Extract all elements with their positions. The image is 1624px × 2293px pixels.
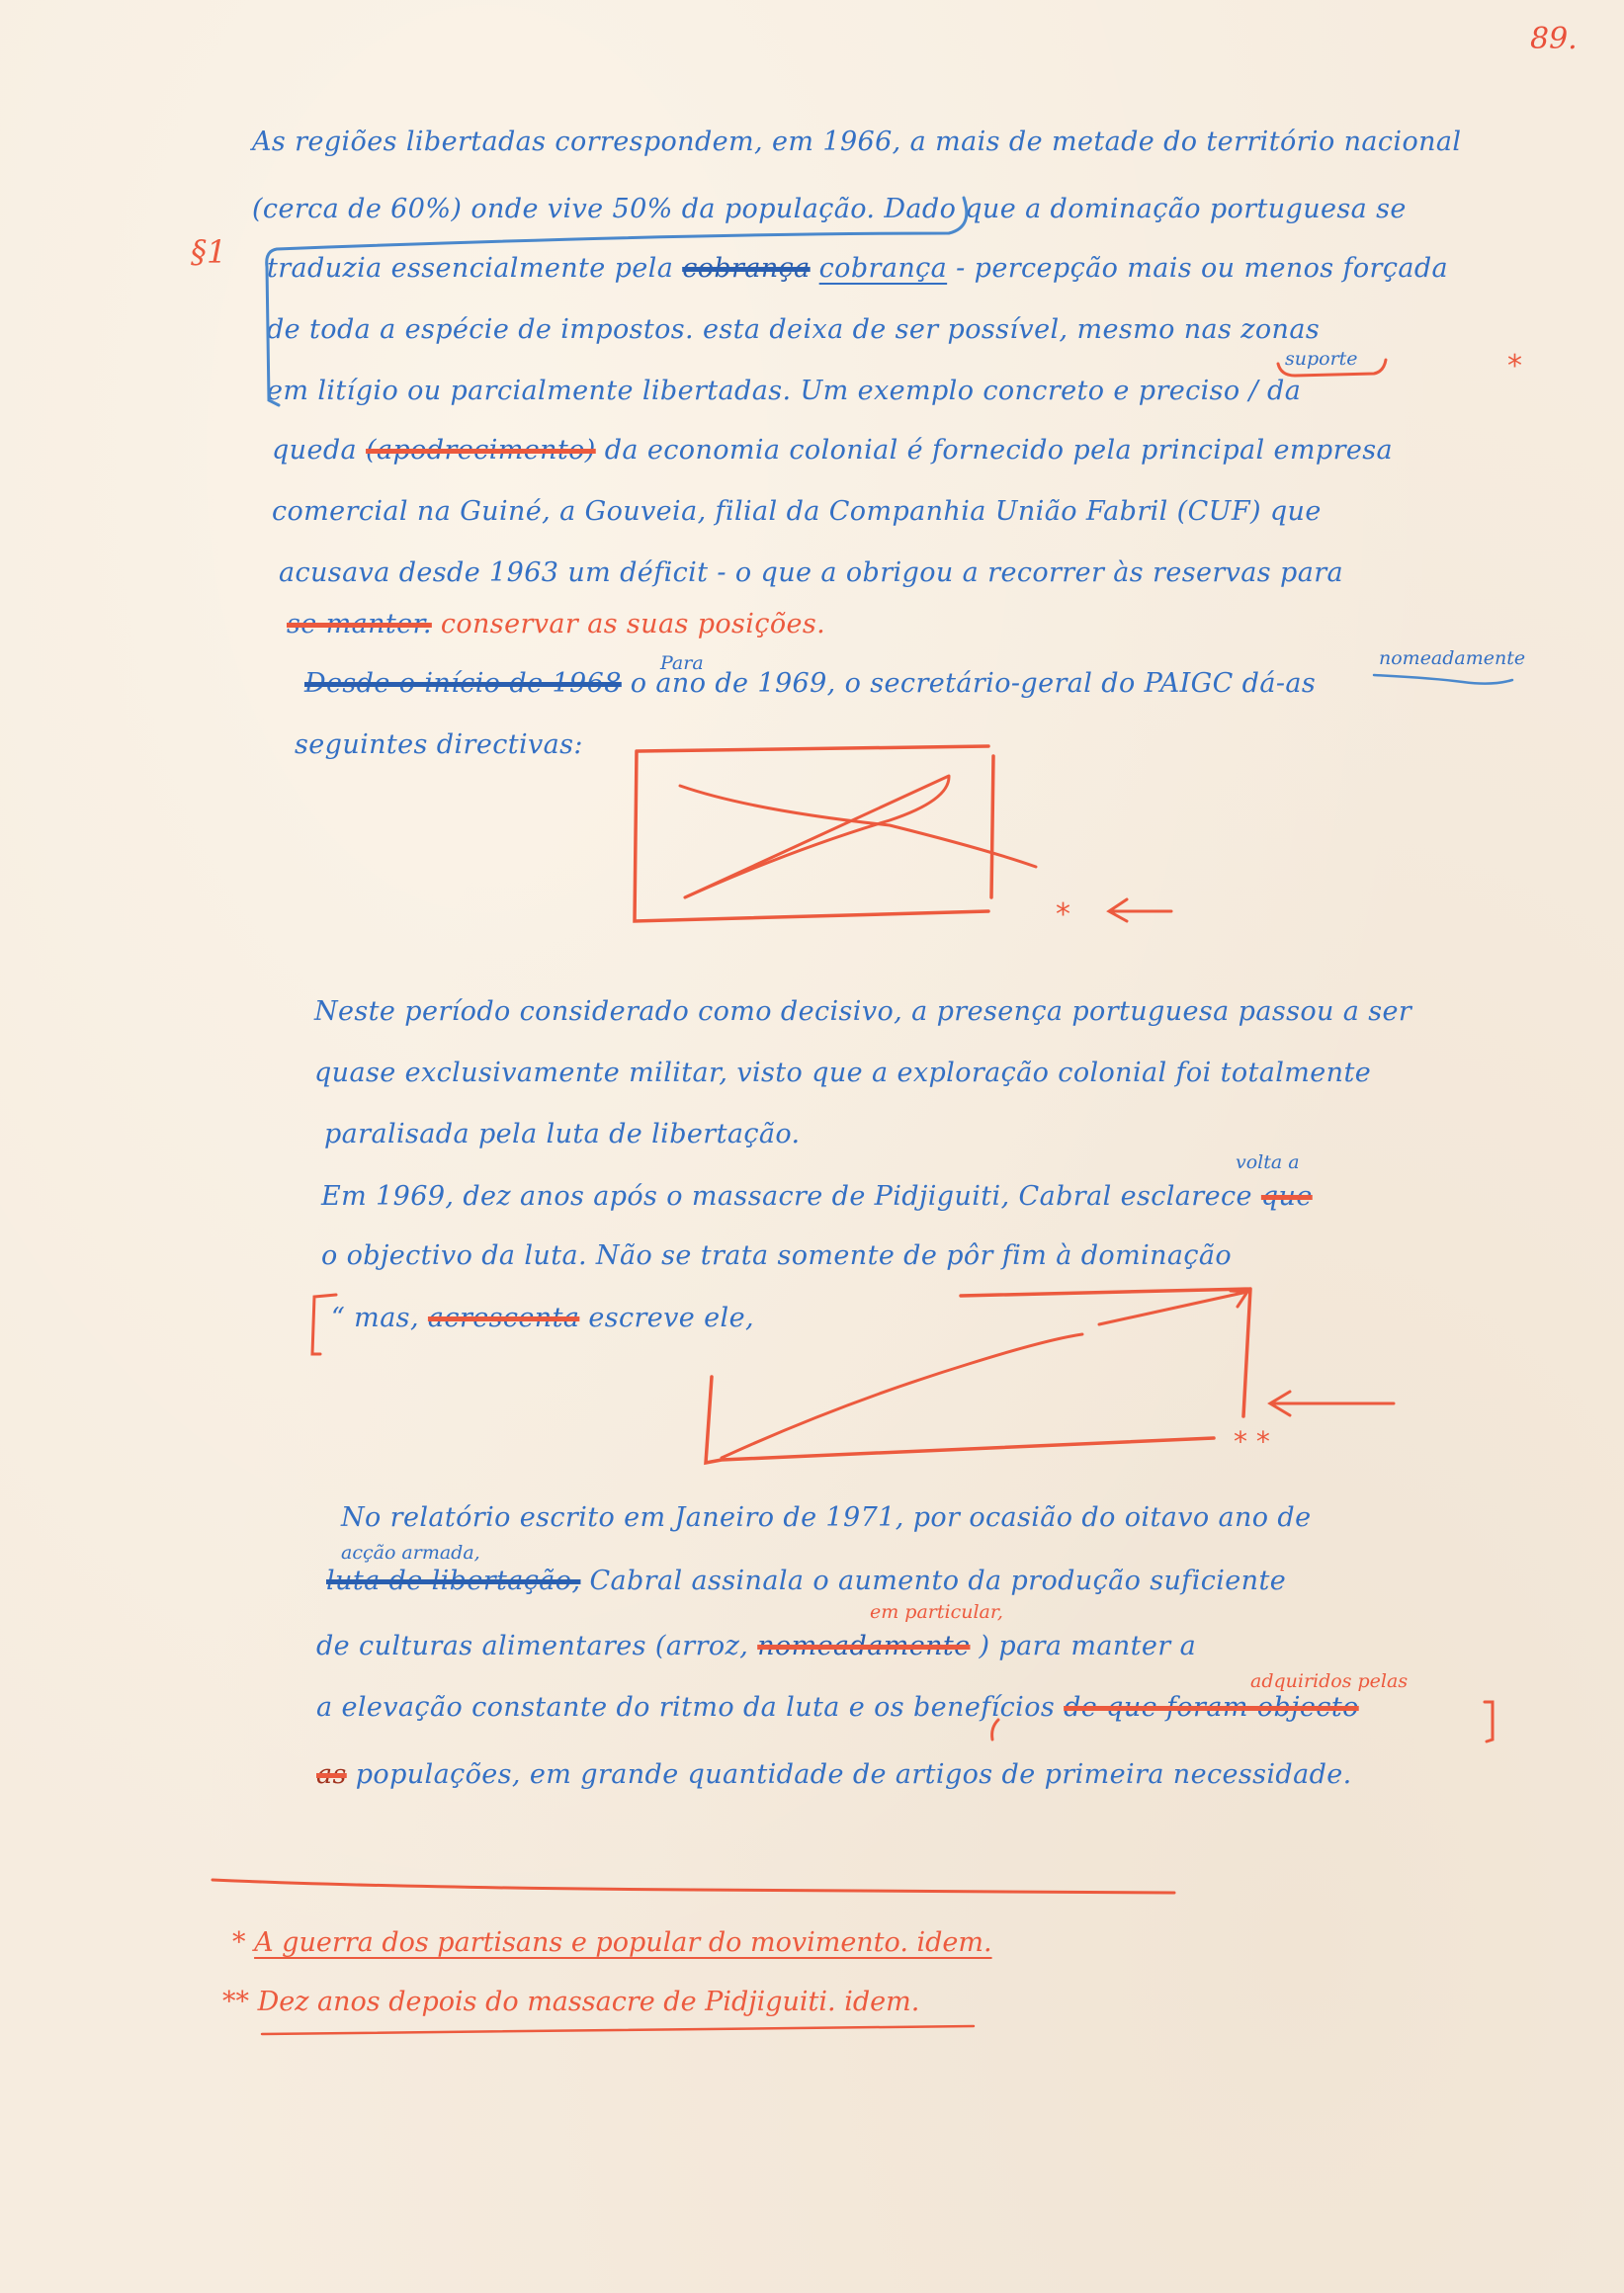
p5-line-2-tail: Cabral assinala o aumento da produção suficiente xyxy=(589,1566,1287,1596)
p5-line-1: No relatório escrito em Janeiro de 1971, por ocasião do oitavo ano de xyxy=(341,1502,1312,1533)
p5-line-5-struck: as xyxy=(316,1759,347,1790)
p1-line-8: acusava desde 1963 um déficit - o que a obrigou a recorrer às reservas para xyxy=(279,557,1344,588)
p1-line-9-red-insert: conservar as suas posições. xyxy=(440,609,826,639)
p1-struck-red: (apodrecimento) xyxy=(366,435,596,466)
p5-line-4-head: a elevação constante do ritmo da luta e os benefícios xyxy=(316,1692,1056,1723)
footnote-2 xyxy=(222,1987,919,2017)
p3-line-3: paralisada pela luta de libertação. xyxy=(324,1119,801,1149)
p2-line-2: seguintes directivas: xyxy=(295,729,583,760)
p3-line-2: quase exclusivamente militar, visto que a exploração colonial foi totalmente xyxy=(314,1058,1372,1088)
p1-line-5 xyxy=(267,376,1301,406)
footnote-1-text: A guerra dos partisans e popular do movimento. idem. xyxy=(254,1927,992,1958)
p2-supra-nomeadamente: nomeadamente xyxy=(1379,647,1526,669)
p2-supra-para: Para xyxy=(660,652,704,674)
p5-line-2-struck: luta de libertação, xyxy=(326,1566,581,1596)
p2-struck-start: Desde o início de 1968 xyxy=(304,668,622,699)
p5-line-4-struck: de que foram objecto xyxy=(1064,1692,1359,1723)
p1-inserted-word: cobrança xyxy=(818,253,948,284)
section-margin-mark: §1 xyxy=(191,233,227,271)
p1-line-4: de toda a espécie de impostos. esta deixa de ser possível, mesmo nas zonas xyxy=(267,314,1321,345)
p5-line-3-tail: ) para manter a xyxy=(979,1631,1197,1661)
p5-supra-particular: em particular, xyxy=(870,1601,1003,1623)
p1-line-2 xyxy=(252,194,1407,224)
p4-line-3-struck: acrescenta xyxy=(427,1303,580,1333)
p2-line-1-text: o ano de 1969, o secretário-geral do PAIGC dá-as xyxy=(630,668,1317,699)
p1-line-3-head: traduzia essencialmente pela xyxy=(267,253,674,284)
p1-line-3 xyxy=(267,253,1448,284)
p4-line-2: o objectivo da luta. Não se trata somente de pôr fim à dominação xyxy=(321,1240,1233,1271)
p1-line-9-struck: se manter. xyxy=(287,609,432,639)
p1-line-2-bracketed: (cerca de 60%) onde vive 50% da população. xyxy=(252,194,876,224)
p4-supra-volta: volta a xyxy=(1236,1151,1300,1173)
red-asterisk-margin: * xyxy=(1507,349,1522,383)
placeholder-1-asterisk: * xyxy=(1056,897,1070,932)
p1-line-6 xyxy=(272,435,1393,466)
p1-line-6-head: queda xyxy=(272,435,358,466)
p1-line-2-tail: Dado que a dominação portuguesa se xyxy=(884,194,1407,224)
p5-line-3-struck: nomeadamente xyxy=(757,1631,971,1661)
footnote-1-marker: * xyxy=(232,1927,246,1958)
p3-line-1: Neste período considerado como decisivo, a presença portuguesa passou a ser xyxy=(314,996,1412,1027)
p4-line-3 xyxy=(331,1303,754,1333)
p1-line-9 xyxy=(287,609,825,639)
p2-line-1 xyxy=(304,668,1316,699)
p1-line-1: As regiões libertadas correspondem, em 1966, a mais de metade do território nacional xyxy=(252,127,1462,157)
p5-line-3-head: de culturas alimentares (arroz, xyxy=(316,1631,749,1661)
placeholder-2-asterisks: * * xyxy=(1234,1425,1270,1458)
p1-line-3-tail: - percepção mais ou menos forçada xyxy=(956,253,1449,284)
p4-line-1-text: Em 1969, dez anos após o massacre de Pidjiguiti, Cabral esclarece xyxy=(321,1181,1252,1212)
p5-supra-acao: acção armada, xyxy=(341,1542,480,1564)
p5-line-2 xyxy=(326,1566,1286,1596)
p1-line-6-tail: da economia colonial é fornecido pela principal empresa xyxy=(604,435,1394,466)
p5-line-5-tail: populações, em grande quantidade de artigos de primeira necessidade. xyxy=(355,1759,1352,1790)
p1-struck-word: cobrança xyxy=(682,253,811,284)
p1-supra-insert: suporte xyxy=(1285,348,1358,370)
p4-line-3-tail: escreve ele, xyxy=(588,1303,754,1333)
p1-line-5-tail: / da xyxy=(1248,376,1302,406)
footnote-2-text: Dez anos depois do massacre de Pidjiguiti. idem. xyxy=(257,1987,920,2017)
p1-line-7: comercial na Guiné, a Gouveia, filial da Companhia União Fabril (CUF) que xyxy=(272,496,1322,527)
p4-struck-red-end: que xyxy=(1260,1181,1313,1212)
page-number: 89. xyxy=(1530,22,1578,56)
p4-line-3-open: “ mas, xyxy=(331,1303,419,1333)
p5-supra-adquiridos: adquiridos pelas xyxy=(1250,1670,1409,1692)
p5-line-3 xyxy=(316,1631,1196,1661)
p5-line-4 xyxy=(316,1692,1359,1723)
p1-line-5-head: em litígio ou parcialmente libertadas. Um exemplo concreto e preciso xyxy=(267,376,1240,406)
footnote-1 xyxy=(232,1927,992,1958)
p4-line-1 xyxy=(321,1181,1313,1212)
footnote-2-marker: ** xyxy=(222,1987,249,2017)
p5-line-5 xyxy=(316,1759,1352,1790)
